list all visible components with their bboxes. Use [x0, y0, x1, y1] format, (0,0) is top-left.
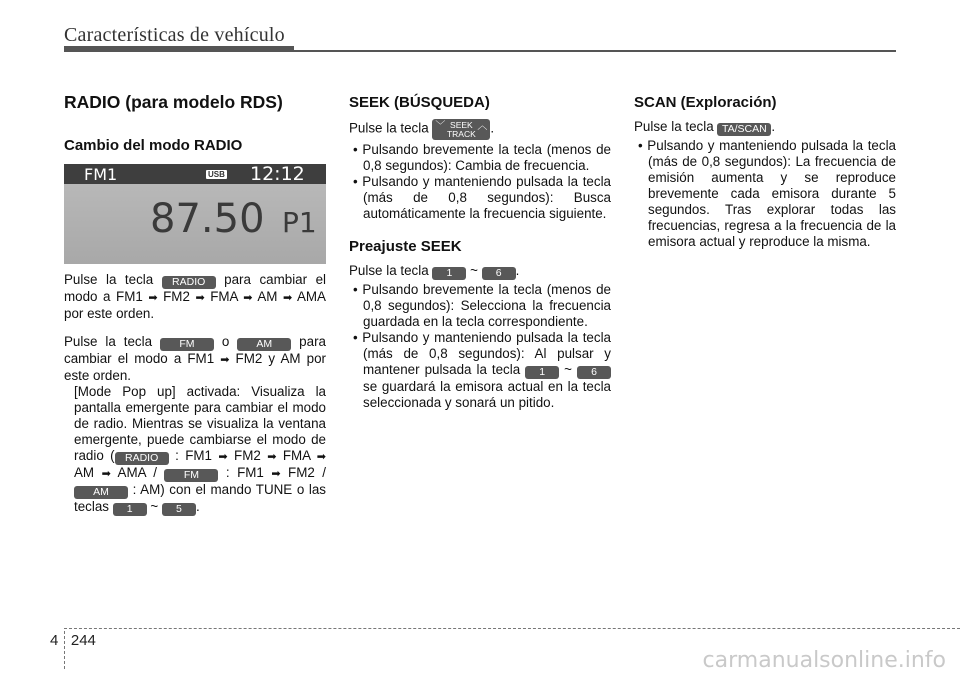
preset-6-key-icon: 6 — [482, 267, 516, 280]
footer-divider-horizontal — [64, 628, 960, 629]
watermark: carmanualsonline.info — [702, 648, 946, 673]
ta-scan-key-icon: TA/SCAN — [717, 123, 771, 136]
preset-1-key-icon: 1 — [113, 503, 147, 516]
radio-display-image — [64, 164, 326, 264]
preset-6-key-icon: 6 — [577, 366, 611, 379]
chevron-down-icon: ﹀ — [435, 121, 446, 132]
preset-5-key-icon: 5 — [162, 503, 196, 516]
arrow-icon: ➡ — [218, 451, 228, 463]
paragraph-mode-popup: [Mode Pop up] activada: Visualiza la pantalla emergente para cambiar el modo de radio. Mientras se visualiza la ventana emergente, puede cambiarse el modo de radio ( RADIO : FM1 ➡ FM2 ➡ FMA ➡ AM ➡ AMA / FM : FM1 ➡ FM2 / AM : AM) con el mando TUNE o las teclas 1 ~ 5 . — [74, 384, 326, 515]
paragraph-seek-key: Pulse la tecla ﹀ SEEK TRACK ︿ . — [349, 120, 495, 139]
bullet-seek-long: • Pulsando y manteniendo pulsada la tecla (más de 0,8 segundos): Busca automáticamente la frecuencia siguiente. — [353, 174, 611, 221]
radio-key-icon: RADIO — [162, 276, 216, 289]
paragraph-scan-key: Pulse la tecla TA/SCAN . — [634, 119, 776, 135]
arrow-icon: ➡ — [220, 354, 230, 366]
header-rule-thin — [294, 50, 896, 52]
section-title-radio: RADIO (para modelo RDS) — [64, 92, 283, 112]
section-title-seek: SEEK (BÚSQUEDA) — [349, 94, 490, 111]
bullet-preset-long: • Pulsando y manteniendo pulsada la tecla (más de 0,8 segundos): Al pulsar y mantener pulsada la tecla 1 ~ 6 se guardará la emisora actual en la tecla seleccionada y sonará un pitido. — [353, 330, 611, 410]
display-preset: P1 — [282, 206, 317, 239]
arrow-icon: ➡ — [271, 468, 281, 480]
arrow-icon: ➡ — [195, 292, 205, 304]
seek-track-key-icon: ﹀ SEEK TRACK ︿ — [432, 119, 490, 140]
preset-1-key-icon: 1 — [432, 267, 466, 280]
fm-key-icon: FM — [164, 469, 218, 482]
header-title: Características de vehículo — [64, 24, 285, 46]
page-number — [50, 632, 96, 649]
paragraph-fm-am-key: Pulse la tecla FM o AM para cambiar el modo a FM1 ➡ FM2 y AM por este orden. — [64, 334, 326, 383]
column-seek — [349, 92, 611, 411]
paragraph-radio-key: Pulse la tecla RADIO para cambiar el modo a FM1 ➡ FM2 ➡ FMA ➡ AM ➡ AMA por este orden. — [64, 272, 326, 321]
display-clock: 12:12 — [250, 163, 305, 185]
arrow-icon: ➡ — [101, 468, 111, 480]
preset-1-key-icon: 1 — [525, 366, 559, 379]
paragraph-preset-key: Pulse la tecla 1 ~ 6 . — [349, 263, 520, 279]
am-key-icon: AM — [74, 486, 128, 499]
header-rule-thick — [64, 46, 294, 52]
bullet-preset-short: • Pulsando brevemente la tecla (menos de 0,8 segundos): Selecciona la frecuencia guardada en la tecla correspondiente. — [353, 282, 611, 329]
arrow-icon: ➡ — [148, 292, 158, 304]
display-frequency: 87.50 — [150, 196, 265, 242]
fm-key-icon: FM — [160, 338, 214, 351]
section-title-scan: SCAN (Exploración) — [634, 94, 777, 111]
column-scan — [634, 92, 896, 250]
arrow-icon: ➡ — [267, 451, 277, 463]
arrow-icon: ➡ — [243, 292, 253, 304]
subtitle-radio-mode: Cambio del modo RADIO — [64, 137, 243, 154]
arrow-icon: ➡ — [282, 292, 293, 304]
display-usb-badge: USB — [208, 170, 225, 179]
column-radio — [64, 92, 326, 516]
display-band: FM1 — [84, 165, 118, 184]
arrow-icon: ➡ — [316, 451, 326, 463]
bullet-seek-short: • Pulsando brevemente la tecla (menos de 0,8 segundos): Cambia de frecuencia. — [353, 142, 611, 173]
am-key-icon: AM — [237, 338, 291, 351]
chapter-number: 4 — [50, 632, 59, 649]
radio-key-icon: RADIO — [115, 452, 169, 465]
page-number-value: 244 — [70, 632, 96, 649]
bullet-scan-long: • Pulsando y manteniendo pulsada la tecla (más de 0,8 segundos): La frecuencia de emisión aumenta y se reproduce brevemente cada emisora durante 5 segundos. Tras explorar todas las frecuencias, regresa a la frecuencia de la emisora actual y reproduce la misma. — [638, 138, 896, 249]
subtitle-preset-seek: Preajuste SEEK — [349, 238, 462, 255]
chevron-up-icon: ︿ — [477, 121, 488, 132]
